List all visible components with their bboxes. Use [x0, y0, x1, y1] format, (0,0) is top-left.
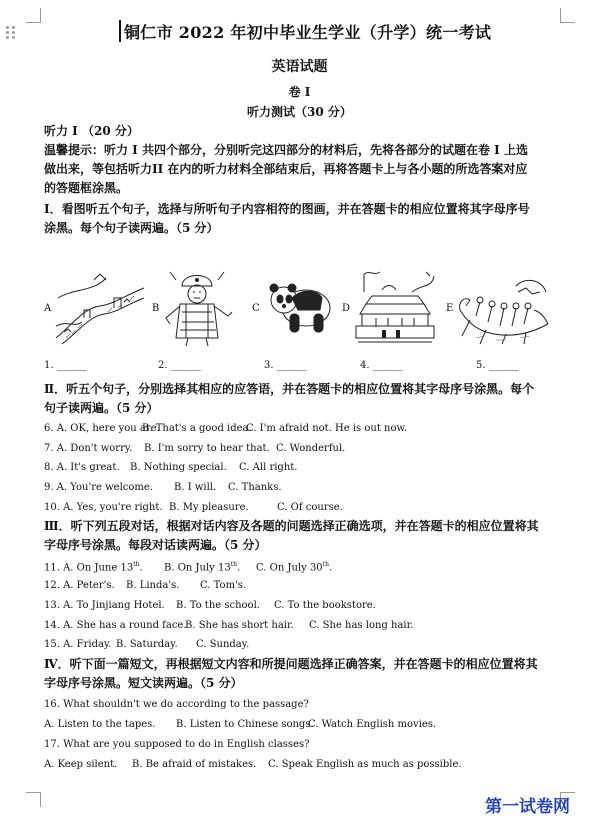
- question-17-option-b: B. Be afraid of mistakes.: [132, 759, 257, 770]
- question-12: [44, 580, 246, 591]
- question-15-option-a: 15. A. Friday.: [44, 639, 112, 650]
- picture-letter-e: E: [446, 303, 454, 314]
- question-11-option-c: C. On July 30th.: [256, 561, 333, 574]
- tip-line-2: 做出来，等包括听力II 在内的听力材料全部结束后，再将答题卡上与各小题的所选答案对应: [44, 162, 528, 176]
- question-12-option-a: 12. A. Peter's.: [44, 580, 115, 591]
- question-13-option-b: B. To the school.: [176, 600, 260, 611]
- crop-mark-top-right: [560, 8, 575, 23]
- question-17-option-a: A. Keep silent.: [44, 759, 118, 770]
- question-16-options: [44, 719, 436, 730]
- question-16-option-c: C. Watch English movies.: [308, 719, 437, 730]
- great-wall-icon: [54, 268, 146, 348]
- picture-letter-b: B: [152, 303, 160, 314]
- question-10-option-c: C. Of course.: [277, 502, 343, 513]
- part4-instruction-2: 字母序号涂黑。短文读两遍。（5 分）: [44, 676, 243, 690]
- question-17-options: [44, 759, 462, 770]
- crop-mark-top-left: [26, 8, 41, 23]
- question-14-option-c: C. She has long hair.: [309, 620, 414, 631]
- text-cursor: [119, 20, 121, 42]
- subject-title: 英语试题: [271, 59, 328, 75]
- answer-blank-2: 2. ______: [158, 360, 201, 371]
- part2-instruction-2: 句子读两遍。（5 分）: [44, 401, 159, 415]
- question-13: [44, 600, 376, 611]
- question-15: [44, 639, 249, 650]
- question-8: [44, 462, 297, 473]
- question-8-option-b: B. Nothing special.: [130, 462, 227, 473]
- question-12-option-c: C. Tom's.: [200, 580, 247, 591]
- question-7: [44, 443, 345, 454]
- question-17-option-c: C. Speak English as much as possible.: [268, 759, 462, 770]
- question-9-option-c: C. Thanks.: [228, 482, 282, 493]
- tip-line-1: 温馨提示：听力 I 共四个部分，分别听完这四部分的材料后，先将各部分的试题在卷 I 上选: [44, 143, 528, 157]
- question-16-option-b: B. Listen to Chinese songs.: [176, 719, 314, 730]
- question-6-option-a: 6. A. OK, here you are.: [44, 423, 160, 434]
- question-14: [44, 620, 413, 631]
- question-13-option-a: 13. A. To Jinjiang Hotel.: [44, 600, 165, 611]
- tip-line-3: 的答题框涂黑。: [44, 181, 129, 195]
- question-10: [44, 502, 343, 513]
- question-12-option-b: B. Linda's.: [126, 580, 180, 591]
- watermark-logo: 第一试卷网: [485, 797, 570, 817]
- crop-mark-bottom-left: [26, 792, 41, 807]
- part3-instruction-2: 字母序号涂黑。每段对话读两遍。（5 分）: [44, 538, 267, 552]
- listening1-heading: 听力 I （20 分）: [44, 124, 139, 138]
- question-9: [44, 482, 282, 493]
- question-6-option-c: C. I'm afraid not. He is out now.: [246, 423, 408, 434]
- part3-instruction-1: Ⅲ．听下列五段对话，根据对话内容及各题的问题选择正确选项，并在答题卡的相应位置将其: [44, 519, 539, 533]
- volume-label: 卷 I: [288, 85, 311, 99]
- question-17: 17. What are you supposed to do in English classes?: [44, 739, 310, 750]
- question-10-option-a: 10. A. Yes, you're right.: [44, 502, 163, 513]
- drag-handle-icon[interactable]: [6, 26, 18, 40]
- question-15-option-c: C. Sunday.: [196, 639, 250, 650]
- listening-test-label: 听力测试（30 分）: [247, 105, 352, 119]
- picture-letter-d: D: [342, 303, 351, 314]
- question-13-option-c: C. To the bookstore.: [274, 600, 376, 611]
- part1-instruction-2: 涂黑。每个句子读两遍。（5 分）: [44, 221, 219, 235]
- question-16-option-a: A. Listen to the tapes.: [44, 719, 156, 730]
- question-15-option-b: B. Saturday.: [116, 639, 178, 650]
- question-10-option-b: B. My pleasure.: [169, 502, 249, 513]
- question-8-option-c: C. All right.: [239, 462, 298, 473]
- question-11-option-b: B. On July 13th.: [164, 561, 241, 574]
- question-14-option-a: 14. A. She has a round face.: [44, 620, 187, 631]
- picture-letter-c: C: [252, 303, 260, 314]
- question-7-option-a: 7. A. Don't worry.: [44, 443, 133, 454]
- question-9-option-b: B. I will.: [174, 482, 217, 493]
- question-9-option-a: 9. A. You're welcome.: [44, 482, 153, 493]
- part4-instruction-1: Ⅳ．听下面一篇短文，再根据短文内容和所提问题选择正确答案，并在答题卡的相应位置将其: [44, 657, 538, 671]
- question-7-option-c: C. Wonderful.: [276, 443, 346, 454]
- answer-blank-4: 4. ______: [360, 360, 403, 371]
- question-7-option-b: B. I'm sorry to hear that.: [144, 443, 270, 454]
- tiananmen-icon: [352, 266, 438, 346]
- panda-icon: [262, 276, 334, 336]
- picture-letter-a: A: [44, 303, 52, 314]
- opera-performer-icon: [160, 266, 240, 348]
- question-16: 16. What shouldn't we do according to the passage?: [44, 699, 309, 710]
- question-6: [44, 423, 407, 434]
- question-8-option-a: 8. A. It's great.: [44, 462, 120, 473]
- answer-blank-1: 1. ______: [44, 360, 87, 371]
- exam-title: 铜仁市 2022 年初中毕业生学业（升学）统一考试: [124, 23, 492, 42]
- part2-instruction-1: Ⅱ．听五个句子，分别选择其相应的应答语，并在答题卡的相应位置将其字母序号涂黑。每个: [44, 382, 535, 396]
- part1-instruction-1: Ⅰ．看图听五个句子，选择与所听句子内容相符的图画，并在答题卡的相应位置将其字母序号: [44, 202, 530, 216]
- question-14-option-b: B. She has short hair.: [185, 620, 294, 631]
- answer-blank-3: 3. ______: [264, 360, 307, 371]
- question-6-option-b: B. That's a good idea.: [142, 423, 252, 434]
- answer-blank-5: 5. ______: [476, 360, 519, 371]
- question-11-option-a: 11. A. On June 13th.: [44, 561, 143, 574]
- dragon-boat-icon: [456, 266, 554, 346]
- question-11: [44, 561, 332, 573]
